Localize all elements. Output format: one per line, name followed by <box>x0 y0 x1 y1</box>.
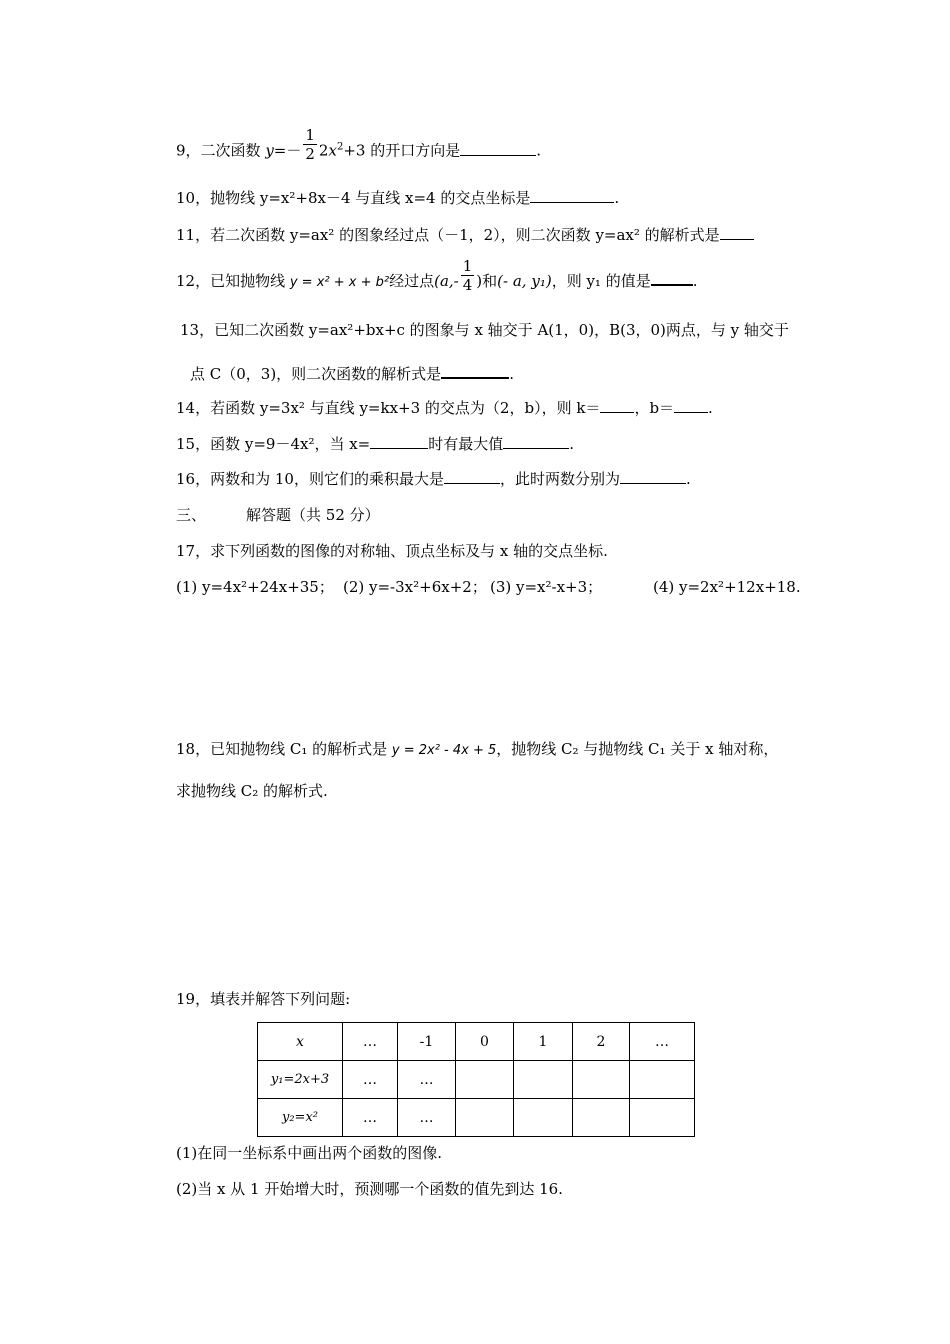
question-10 <box>176 188 619 208</box>
q12-frac-num: 1 <box>462 256 473 275</box>
section-3-title: 解答题（共 52 分） <box>246 506 380 524</box>
q17-item-3 <box>490 577 602 597</box>
question-11 <box>176 225 754 245</box>
q13-end: . <box>509 365 514 383</box>
q13-line2: 点 C（0，3)，则二次函数的解析式是 <box>190 365 442 383</box>
table-input-cell[interactable] <box>456 1099 514 1137</box>
table-cell: … <box>343 1061 398 1099</box>
q16-prefix: 16，两数和为 10，则它们的乘积最大是 <box>176 470 444 488</box>
q17-item-4-text: (4) y=2x²+12x+18. <box>653 578 801 596</box>
q14-blank-b[interactable] <box>674 398 708 413</box>
table-cell: 1 <box>514 1023 573 1061</box>
q15-prefix: 15，函数 y=9－4x²，当 x= <box>176 435 371 453</box>
q12-and: 和 <box>482 272 498 290</box>
q12-fraction <box>461 257 475 294</box>
q19-table <box>257 1022 695 1137</box>
q17-item-2-text: (2) y=-3x²+6x+2； <box>343 578 487 596</box>
q9-frac-den: 2 <box>305 145 315 163</box>
q14-mid: ，b＝ <box>634 399 675 417</box>
table-cell: y₂=x² <box>258 1099 343 1137</box>
question-12 <box>176 256 698 294</box>
q12-point1-end: ) <box>476 272 483 290</box>
question-13-line1 <box>180 320 789 340</box>
question-13-line2 <box>190 363 514 384</box>
q12-mid: 经过点 <box>389 272 435 290</box>
q15-mid: 时有最大值 <box>428 435 504 453</box>
q9-sq: 2 <box>336 141 344 153</box>
table-input-cell[interactable] <box>514 1099 573 1137</box>
question-19 <box>176 989 350 1009</box>
question-18-line2 <box>176 781 328 801</box>
q17-item-4 <box>653 577 801 597</box>
q16-blank-max[interactable] <box>444 469 500 484</box>
table-input-cell[interactable] <box>630 1061 695 1099</box>
question-14 <box>176 398 713 418</box>
q17-item-1 <box>176 577 334 597</box>
table-input-cell[interactable] <box>630 1099 695 1137</box>
table-cell: … <box>630 1023 695 1061</box>
q15-end: . <box>569 435 575 453</box>
q9-blank[interactable] <box>460 141 536 156</box>
table-row <box>258 1023 695 1061</box>
question-9 <box>176 126 541 163</box>
q10-end: . <box>614 189 620 207</box>
q19-sub-1 <box>176 1143 442 1163</box>
table-row <box>258 1061 695 1099</box>
table-cell: … <box>398 1099 456 1137</box>
q12-formula: y = x² + x + b² <box>289 275 390 290</box>
q13-blank[interactable] <box>441 363 509 379</box>
q9-end: . <box>536 141 541 160</box>
q9-x: x <box>328 141 337 160</box>
q19-sub-1-text: (1)在同一坐标系中画出两个函数的图像. <box>176 1144 443 1162</box>
q16-end: . <box>685 470 691 488</box>
q13-line1: 13，已知二次函数 y=ax²+bx+c 的图象与 x 轴交于 A(1，0)，B(3，0)两点，与 y 轴交于 <box>180 321 789 339</box>
q19-text: 19，填表并解答下列问题: <box>176 990 351 1008</box>
q14-end: . <box>708 399 713 417</box>
q12-end: . <box>692 272 698 290</box>
q16-blank-nums[interactable] <box>620 469 686 484</box>
q11-text: 11，若二次函数 y=ax² 的图象经过点（－1，2），则二次函数 y=ax² 的解析式是 <box>176 226 720 244</box>
q9-rest: +3 的开口方向是 <box>343 141 461 160</box>
section-3-heading <box>176 505 380 525</box>
table-cell: -1 <box>398 1023 456 1061</box>
q10-text: y=x²+8x－4 与直线 x=4 的交点坐标是 <box>259 189 531 207</box>
q9-coef: 2 <box>318 141 329 160</box>
q18-line2: 求抛物线 C₂ 的解析式. <box>176 782 328 800</box>
q9-prefix: 9，二次函数 <box>176 141 266 160</box>
table-cell: x <box>258 1023 343 1061</box>
q14-prefix: 14，若函数 y=3x² 与直线 y=kx+3 的交点为（2，b），则 k＝ <box>176 399 601 417</box>
q9-fraction <box>303 126 317 163</box>
table-input-cell[interactable] <box>514 1061 573 1099</box>
q12-frac-den: 4 <box>462 275 473 294</box>
q12-post: ，则 y₁ 的值是 <box>551 272 651 290</box>
table-cell: y₁=2x+3 <box>258 1061 343 1099</box>
q15-blank-max[interactable] <box>503 434 569 449</box>
q18-prefix: 18，已知抛物线 C₁ 的解析式是 <box>176 740 392 758</box>
q18-post: ，抛物线 C₂ 与抛物线 C₁ 关于 x 轴对称， <box>496 740 779 758</box>
q11-blank[interactable] <box>720 225 754 240</box>
table-cell: 0 <box>456 1023 514 1061</box>
table-input-cell[interactable] <box>573 1061 630 1099</box>
section-3-number: 三、 <box>176 506 207 524</box>
q9-y: y <box>265 141 274 160</box>
q9-frac-num: 1 <box>305 126 315 144</box>
q16-mid: ，此时两数分别为 <box>499 470 620 488</box>
q17-item-1-text: (1) y=4x²+24x+35； <box>176 578 334 596</box>
q12-prefix: 12，已知抛物线 <box>176 272 290 290</box>
q18-formula: y = 2x² - 4x + 5 <box>391 743 497 758</box>
table-input-cell[interactable] <box>573 1099 630 1137</box>
table-cell: 2 <box>573 1023 630 1061</box>
q17-item-3-text: (3) y=x²-x+3； <box>490 578 603 596</box>
q10-blank[interactable] <box>530 188 614 203</box>
q12-point2: (- a, y₁) <box>497 272 552 290</box>
q12-point1: (a,- <box>434 272 459 290</box>
q19-sub-2-text: (2)当 x 从 1 开始增大时，预测哪一个函数的值先到达 16. <box>176 1180 563 1198</box>
table-input-cell[interactable] <box>456 1061 514 1099</box>
question-15 <box>176 434 574 454</box>
q19-sub-2 <box>176 1179 563 1199</box>
q10-prefix: 10，抛物线 <box>176 189 260 207</box>
table-row <box>258 1099 695 1137</box>
question-16 <box>176 469 691 489</box>
table-cell: … <box>398 1061 456 1099</box>
q12-blank[interactable] <box>651 270 693 286</box>
q17-item-2 <box>343 577 487 597</box>
table-cell: … <box>343 1099 398 1137</box>
question-17 <box>176 541 608 561</box>
q17-text: 17，求下列函数的图像的对称轴、顶点坐标及与 x 轴的交点坐标. <box>176 542 608 560</box>
q9-eq: =－ <box>273 141 302 160</box>
question-18-line1 <box>176 739 778 761</box>
q15-blank-x[interactable] <box>370 434 428 449</box>
table-cell: … <box>343 1023 398 1061</box>
q14-blank-k[interactable] <box>600 398 634 413</box>
